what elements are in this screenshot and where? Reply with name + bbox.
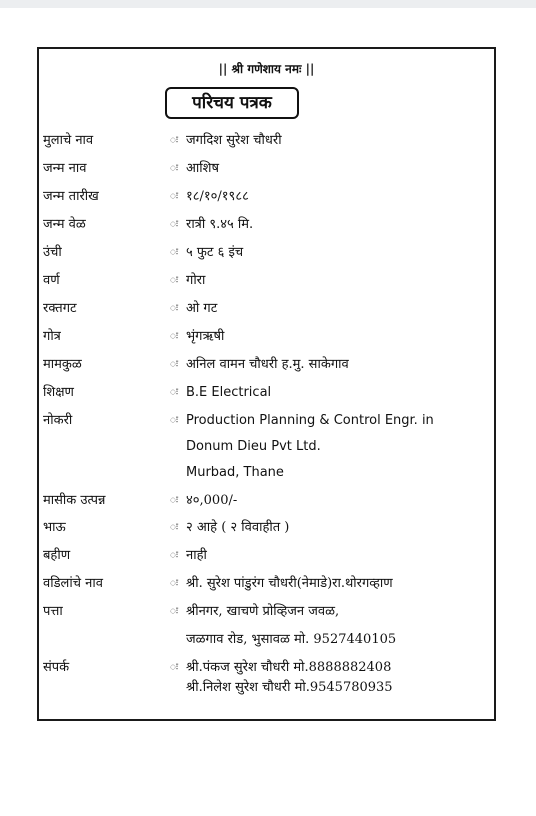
field-value: श्री.पंकज सुरेश चौधरी मो.8888882408 xyxy=(186,660,392,675)
field-value: २ आहे ( २ विवाहीत ) xyxy=(186,520,290,535)
field-value: श्री. सुरेश पांडुरंग चौधरी(नेमाडे)रा.थोरगव्हाण xyxy=(186,576,393,591)
field-label: उंची xyxy=(43,245,62,260)
field-value: गोरा xyxy=(186,273,206,288)
field-label: वर्ण xyxy=(43,273,60,288)
field-separator: ः xyxy=(170,247,178,258)
invocation-heading: || श्री गणेशाय नमः || xyxy=(218,62,315,76)
field-separator: ः xyxy=(170,578,178,589)
field-label: शिक्षण xyxy=(43,385,74,400)
field-value: भृंगऋषी xyxy=(186,329,225,344)
field-separator: ः xyxy=(170,275,178,286)
field-separator: ः xyxy=(170,550,178,561)
field-value: Production Planning & Control Engr. in xyxy=(186,413,434,428)
field-value: आशिष xyxy=(186,161,220,176)
field-separator: ः xyxy=(170,135,178,146)
field-value-continuation: जळगाव रोड, भुसावळ मो. 9527440105 xyxy=(186,632,397,647)
field-label: बहीण xyxy=(43,548,71,563)
field-separator: ः xyxy=(170,522,178,533)
field-label: गोत्र xyxy=(43,329,61,344)
field-label: मासीक उत्पन्न xyxy=(43,493,106,508)
field-separator: ः xyxy=(170,331,178,342)
field-value: जगदिश सुरेश चौधरी xyxy=(186,133,282,148)
field-separator: ः xyxy=(170,495,178,506)
field-label: जन्म नाव xyxy=(43,161,87,176)
field-label: पत्ता xyxy=(43,604,63,619)
field-separator: ः xyxy=(170,303,178,314)
field-value: ५ फुट ६ इंच xyxy=(186,245,244,260)
field-separator: ः xyxy=(170,662,178,673)
field-label: संपर्क xyxy=(43,660,70,675)
field-value-continuation: Donum Dieu Pvt Ltd. xyxy=(186,439,321,454)
field-separator: ः xyxy=(170,219,178,230)
field-separator: ः xyxy=(170,359,178,370)
field-value: ओ गट xyxy=(186,301,218,316)
field-value: B.E Electrical xyxy=(186,385,272,400)
field-value: नाही xyxy=(186,548,207,563)
field-value-continuation: Murbad, Thane xyxy=(186,465,284,480)
top-status-strip xyxy=(0,0,536,8)
field-value-continuation: श्री.निलेश सुरेश चौधरी मो.9545780935 xyxy=(186,680,393,695)
field-label: जन्म वेळ xyxy=(43,217,86,232)
biodata-card xyxy=(37,47,496,721)
field-value: अनिल वामन चौधरी ह.मु. साकेगाव xyxy=(186,357,349,372)
field-label: मामकुळ xyxy=(43,357,82,372)
field-separator: ः xyxy=(170,163,178,174)
field-label: रक्तगट xyxy=(43,301,77,316)
field-separator: ः xyxy=(170,415,178,426)
field-label: जन्म तारीख xyxy=(43,189,99,204)
field-value: १८/१०/१९८८ xyxy=(186,189,249,204)
field-separator: ः xyxy=(170,191,178,202)
field-label: वडिलांचे नाव xyxy=(43,576,103,591)
field-label: नोकरी xyxy=(43,413,73,428)
field-label: भाऊ xyxy=(43,520,66,535)
field-value: ४०,000/- xyxy=(186,493,238,508)
document-title: परिचय पत्रक xyxy=(165,87,299,119)
field-label: मुलाचे नाव xyxy=(43,133,94,148)
field-separator: ः xyxy=(170,387,178,398)
field-value: श्रीनगर, खाचणे प्रोव्हिजन जवळ, xyxy=(186,604,340,619)
field-value: रात्री ९.४५ मि. xyxy=(186,217,254,232)
field-separator: ः xyxy=(170,606,178,617)
